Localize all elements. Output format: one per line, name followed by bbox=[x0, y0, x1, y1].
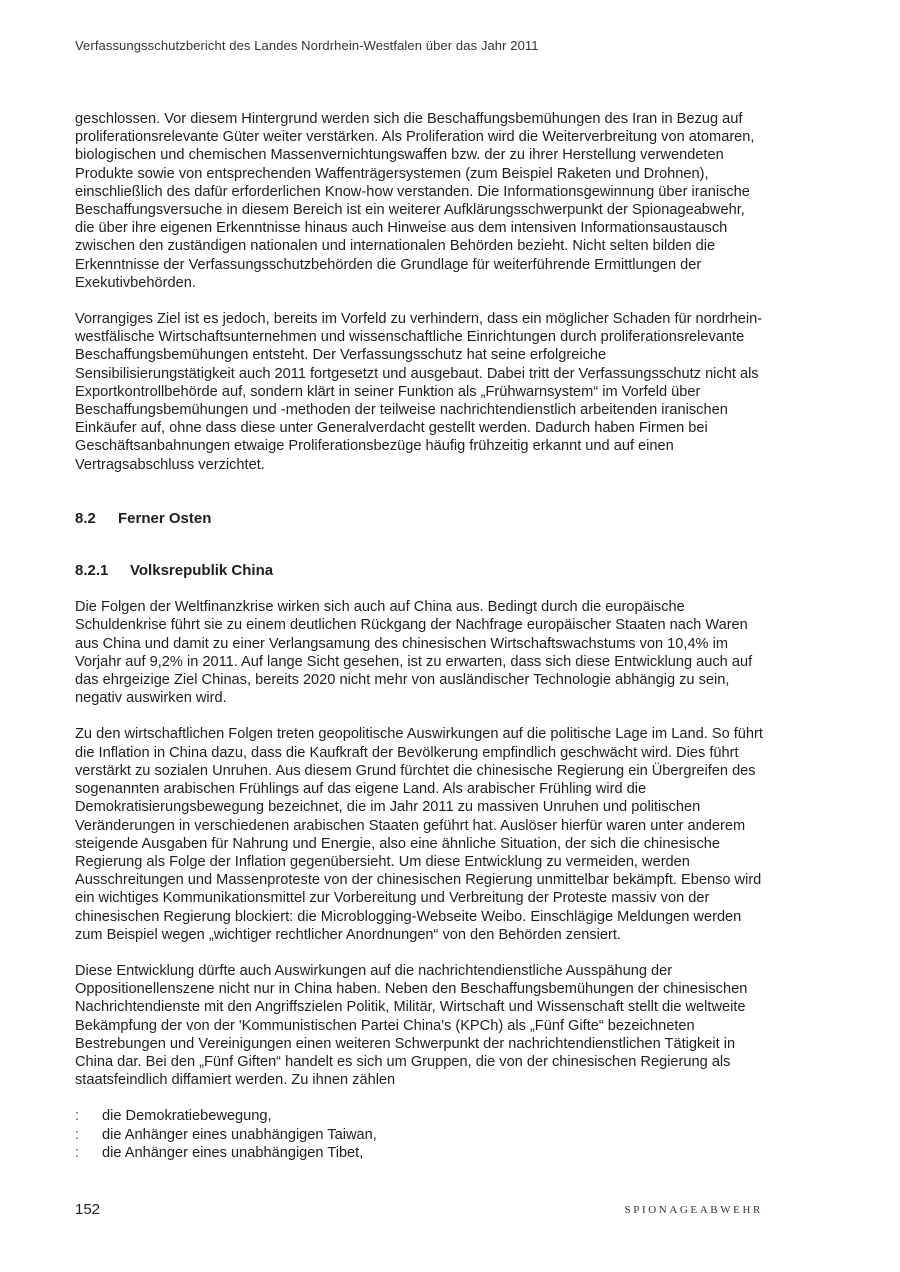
bullet-list bbox=[75, 1107, 765, 1162]
footer-section-label: SPIONAGEABWEHR bbox=[624, 1204, 763, 1216]
list-item bbox=[75, 1126, 765, 1144]
bullet-marker: : bbox=[75, 1144, 80, 1161]
subsection-number: 8.2.1 bbox=[75, 562, 109, 580]
section-heading bbox=[75, 510, 765, 528]
paragraph-intro-1: geschlossen. Vor diesem Hintergrund werden sich die Beschaffungsbemühungen des Iran in Bezug auf proliferationsrelevante Güter weiter verstärken. Als Proliferation wird die Weiterverbreitung von atomaren, biologischen und chemischen Massenvernichtungswaffen bzw. der zu ihrer Herstellung verwendeten Produkte sowie von entsprechenden Waffenträgersystemen (zum Beispiel Raketen und Drohnen), einschließlich des dafür erforderlichen Know-how verstanden. Die Informationsgewinnung über iranische Beschaffungsversuche in diesem Bereich ist ein weiterer Aufklärungsschwerpunkt der Spionageabwehr, die über ihre eigenen Erkenntnisse hinaus auch Hinweise aus dem intensiven Informationsaustausch zwischen den zuständigen nationalen und internationalen Behörden bezieht. Nicht selten bilden die Erkenntnisse der Verfassungsschutzbehörden die Grundlage für weiterführende Ermittlungen der Exekutivbehörden. bbox=[75, 111, 755, 291]
section-title: Ferner Osten bbox=[118, 509, 212, 527]
list-item bbox=[75, 1144, 765, 1162]
subsection-heading bbox=[75, 562, 765, 580]
list-item-text: die Demokratiebewegung, bbox=[102, 1108, 272, 1125]
list-item bbox=[75, 1107, 765, 1125]
paragraph-china-3: Diese Entwicklung dürfte auch Auswirkungen auf die nachrichtendienstliche Ausspähung der Oppositionellenszene nicht nur in China haben. Neben den Beschaffungsbemühungen der chinesischen Nachrichtendienste mit den Angriffszielen Politik, Militär, Wirtschaft und Wissenschaft stellt die weltweite Bekämpfung der von der 'Kommunistischen Partei China's (KPCh) als „Fünf Gifte“ bezeichneten Bestrebungen und Vereinigungen einen weiteren Schwerpunkt der nachrichtendienstlichen Tätigkeit in China dar. Bei den „Fünf Giften“ handelt es sich um Gruppen, die von der chinesischen Regierung als staatsfeindlich diffamiert werden. Zu ihnen zählen bbox=[75, 962, 748, 1089]
paragraph-intro-2: Vorrangiges Ziel ist es jedoch, bereits im Vorfeld zu verhindern, dass ein möglicher Schaden für nordrhein-westfälische Wirtschaftsunternehmen und wissenschaftliche Einrichtungen durch proliferationsrelevante Beschaffungsbemühungen entsteht. Der Verfassungsschutz hat seine erfolgreiche Sensibilisierungstätigkeit auch 2011 fortgesetzt und ausgebaut. Dabei tritt der Verfassungsschutz nicht als Exportkontrollbehörde auf, sondern klärt in seiner Funktion als „Frühwarnsystem“ im Vorfeld über Beschaffungsbemühungen und -methoden der teilweise nachrichtendienstlich arbeitenden iranischen Einkäufer auf, ohne dass diese unter Generalverdacht gestellt werden. Dadurch haben Firmen bei Geschäftsanbahnungen etwaige Proliferationsbezüge häufig frühzeitig erkannt und auf einen Vertragsabschluss verzichtet. bbox=[75, 311, 763, 473]
paragraph-china-1: Die Folgen der Weltfinanzkrise wirken sich auch auf China aus. Bedingt durch die europäische Schuldenkrise führt sie zu einem deutlichen Rückgang der Nachfrage europäischer Staaten nach Waren aus China und damit zu einer Verlangsamung des chinesischen Wirtschaftswachstums von 10,4% im Vorjahr auf 9,2% in 2011. Auf lange Sicht gesehen, ist zu erwarten, dass sich diese Entwicklung auch auf das ehrgeizige Ziel Chinas, bereits 2020 nicht mehr von ausländischer Technologie abhängig zu sein, negativ auswirken wird. bbox=[75, 599, 753, 707]
section-number: 8.2 bbox=[75, 509, 96, 527]
bullet-marker: : bbox=[75, 1126, 80, 1143]
page-number: 152 bbox=[75, 1201, 101, 1218]
subsection-title: Volksrepublik China bbox=[130, 562, 274, 580]
list-item-text: die Anhänger eines unabhängigen Taiwan, bbox=[102, 1126, 377, 1143]
bullet-marker: : bbox=[75, 1108, 80, 1125]
running-header: Verfassungsschutzbericht des Landes Nordrhein-Westfalen über das Jahr 2011 bbox=[75, 38, 539, 53]
body-content bbox=[75, 110, 765, 1162]
paragraph-china-2: Zu den wirtschaftlichen Folgen treten geopolitische Auswirkungen auf die politische Lage im Land. So führt die Inflation in China dazu, dass die Kaufkraft der Bevölkerung empfindlich geschwächt wird. Dies führt verstärkt zu sozialen Unruhen. Aus diesem Grund fürchtet die chinesische Regierung ein Übergreifen des sogenannten arabischen Frühlings auf das eigene Land. Als arabischer Frühling wird die Demokratisierungsbewegung bezeichnet, die im Jahr 2011 zu massiven Unruhen und politischen Veränderungen in verschiedenen arabischen Staaten geführt hat. Auslöser hierfür waren unter anderem steigende Ausgaben für Nahrung und Energie, also eine ähnliche Situation, der sich die chinesische Regierung als Folge der Inflation gegenübersieht. Um diese Entwicklung zu vermeiden, werden Ausschreitungen und Massenproteste von der chinesischen Regierung unmittelbar bekämpft. Ebenso wird ein wichtiges Kommunikationsmittel zur Vorbereitung und Verbreitung der Proteste massiv von der chinesischen Regierung blockiert: die Microblogging-Webseite Weibo. Einschlägige Meldungen werden zum Beispiel wegen „wichtiger rechtlicher Anordnungen“ von den Behörden zensiert. bbox=[75, 726, 763, 943]
list-item-text: die Anhänger eines unabhängigen Tibet, bbox=[102, 1144, 364, 1161]
